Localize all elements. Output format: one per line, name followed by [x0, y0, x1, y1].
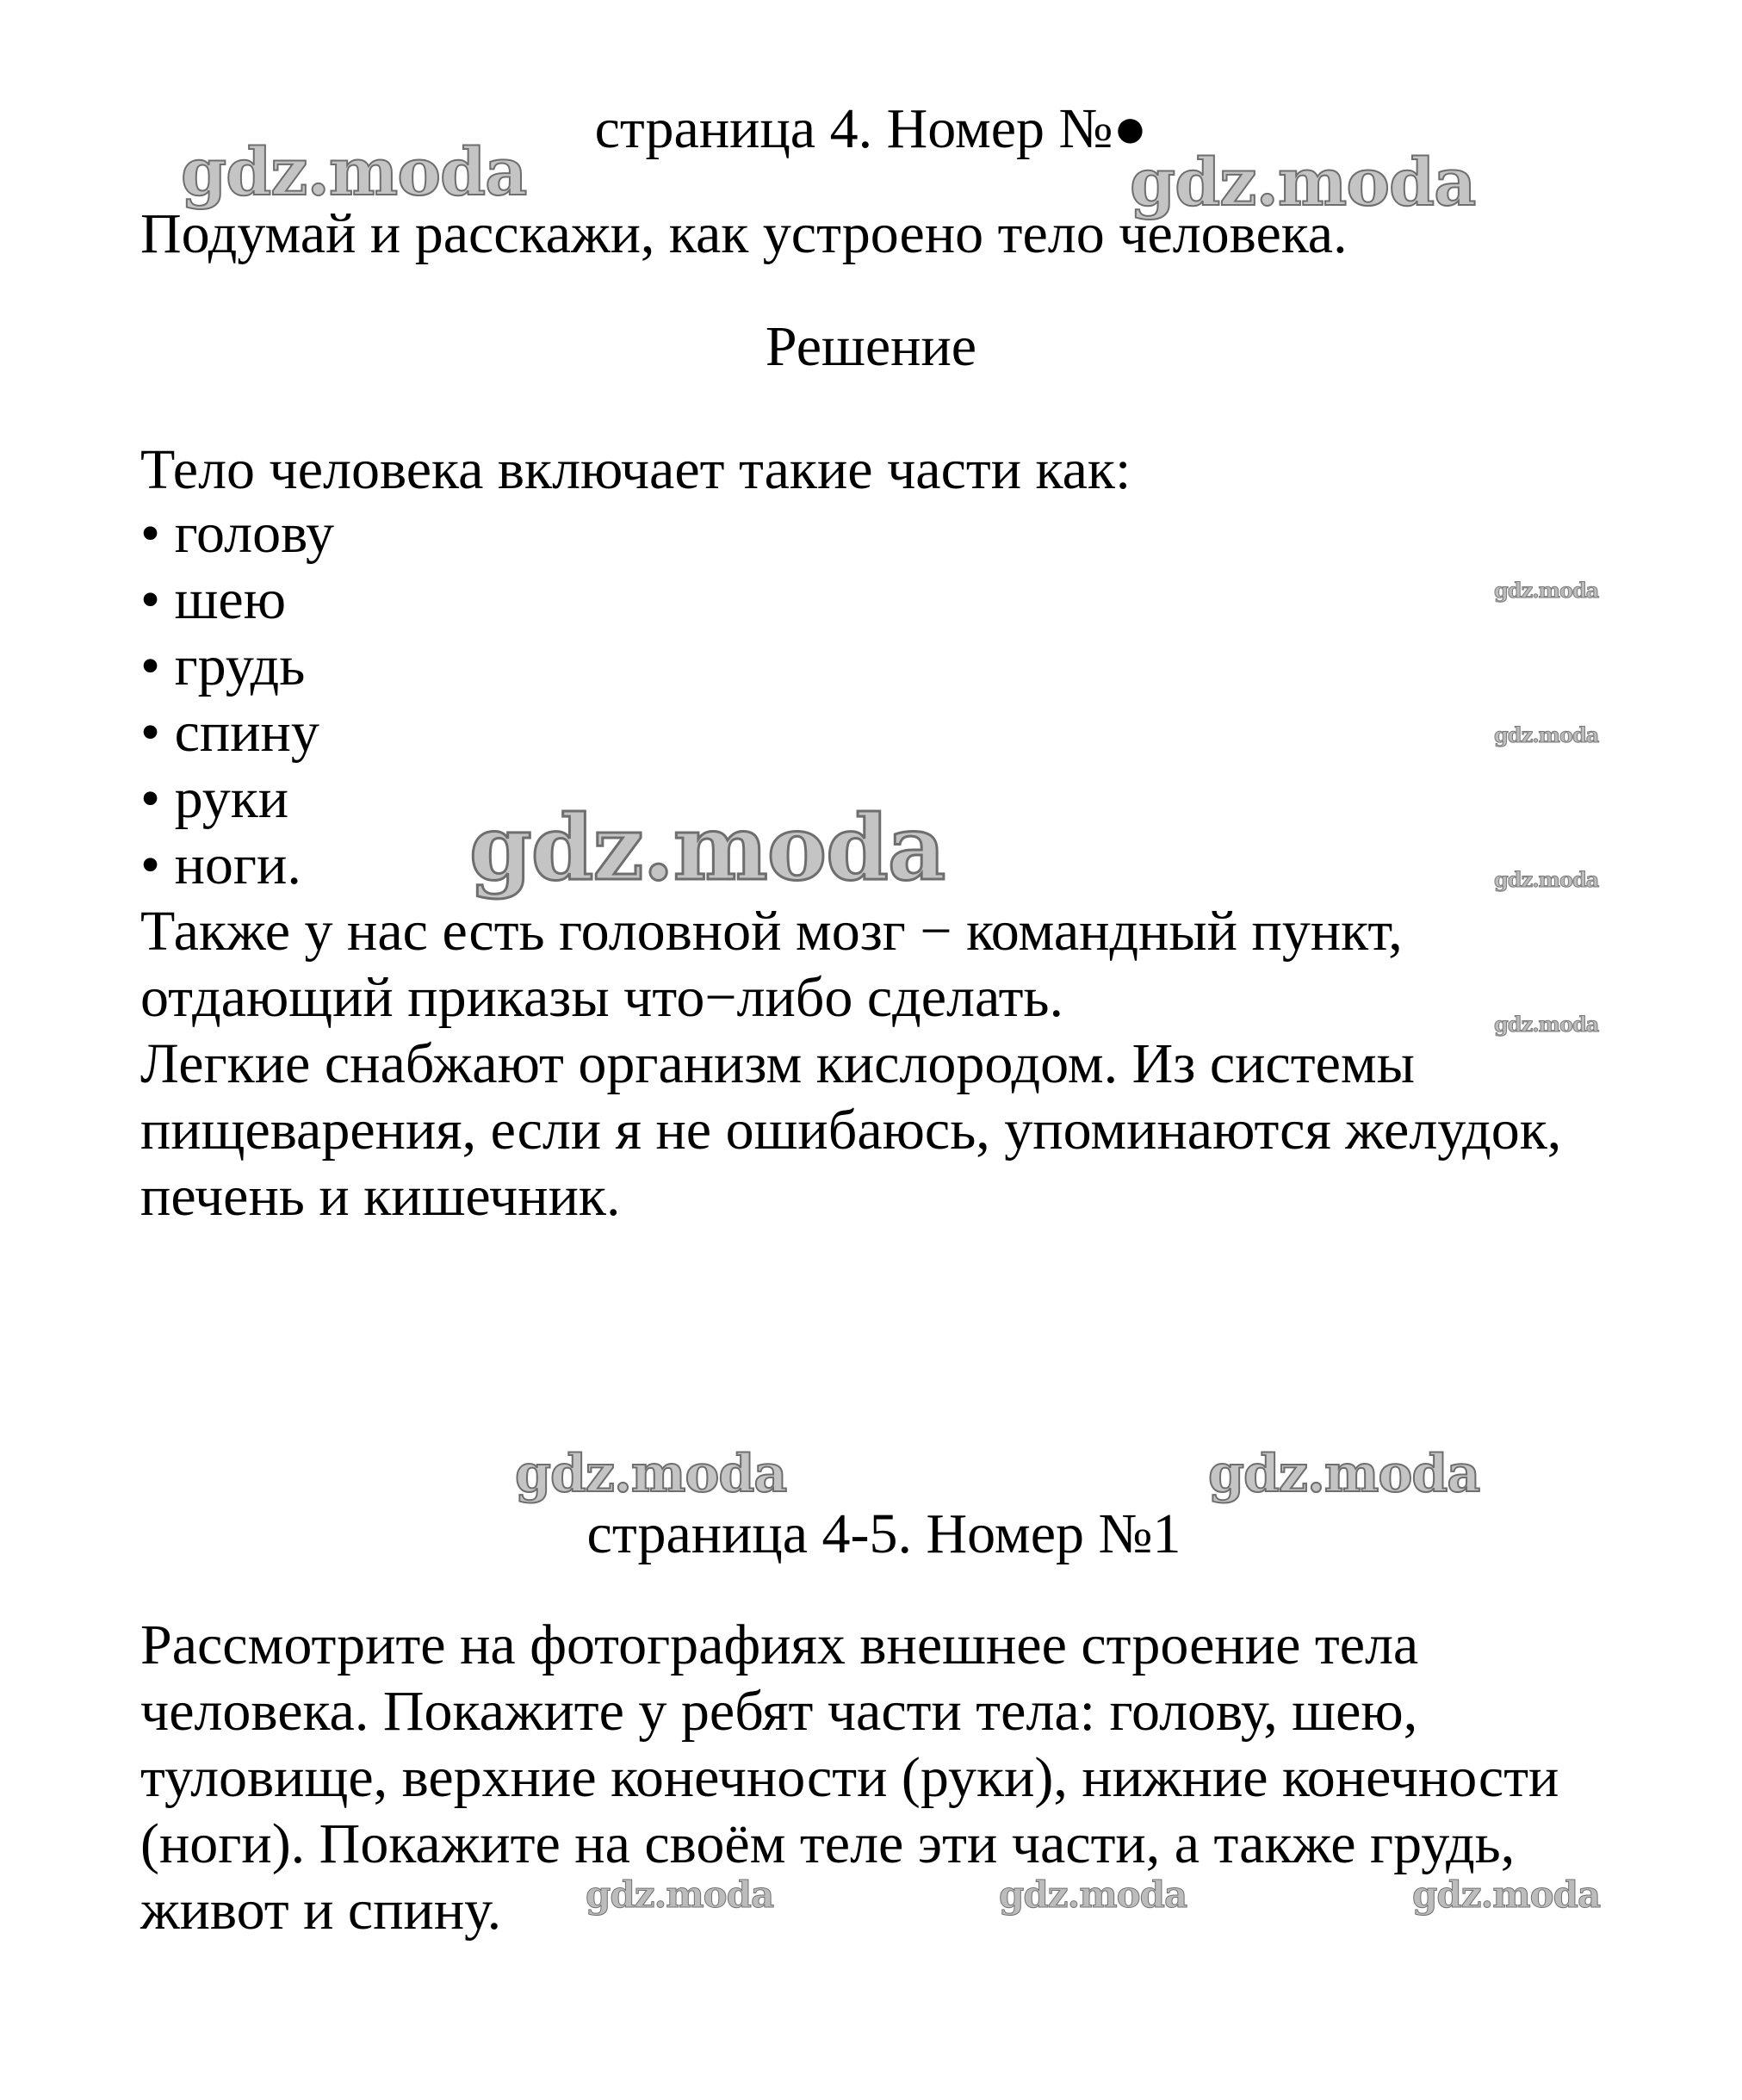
watermark-logo: gdz.moda [1412, 1874, 1601, 1916]
section2-heading: страница 4-5. Номер №1 [586, 1502, 1181, 1565]
list-item: • грудь [140, 635, 306, 697]
list-item: • ноги. [140, 833, 301, 896]
watermark-logo: gdz.moda [1494, 722, 1599, 747]
task-line: (ноги). Покажите на своём теле эти части, а также грудь, [140, 1812, 1516, 1875]
watermark-logo: gdz.moda [1130, 144, 1476, 220]
watermark-logo: gdz.moda [1494, 578, 1599, 603]
task-line: туловище, верхние конечности (руки), нижние конечности [140, 1746, 1559, 1809]
watermark-logo: gdz.moda [1208, 1444, 1480, 1504]
list-item: • спину [140, 701, 319, 764]
section1-task: Подумай и расскажи, как устроено тело человека. [140, 202, 1348, 265]
watermark-logo: gdz.moda [1494, 867, 1599, 892]
solution-label: Решение [765, 315, 977, 378]
task-line: человека. Покажите у ребят части тела: голову, шею, [140, 1680, 1418, 1743]
watermark-logo: gdz.moda [586, 1874, 774, 1916]
watermark-logo: gdz.moda [1494, 1012, 1599, 1037]
list-item: • руки [140, 767, 289, 830]
watermark-logo: gdz.moda [999, 1874, 1187, 1916]
paragraph-line: Легкие снабжают организм кислородом. Из системы [140, 1032, 1415, 1095]
list-item: • голову [140, 502, 335, 565]
paragraph-line: пищеварения, если я не ошибаюсь, упоминаются желудок, [140, 1099, 1562, 1162]
watermark-logo: gdz.moda [515, 1444, 787, 1504]
solution-intro: Тело человека включает такие части как: [140, 438, 1131, 501]
watermark-logo: gdz.moda [469, 795, 945, 901]
paragraph-line: отдающий приказы что−либо сделать. [140, 966, 1064, 1029]
list-item: • шею [140, 568, 287, 631]
paragraph-line: Также у нас есть головной мозг − командный пункт, [140, 900, 1403, 963]
watermark-logo: gdz.moda [181, 133, 527, 210]
task-line: Рассмотрите на фотографиях внешнее строение тела [140, 1614, 1419, 1676]
section1-heading: страница 4. Номер №● [594, 97, 1148, 160]
paragraph-line: печень и кишечник. [140, 1165, 621, 1228]
task-line: живот и спину. [140, 1879, 502, 1942]
